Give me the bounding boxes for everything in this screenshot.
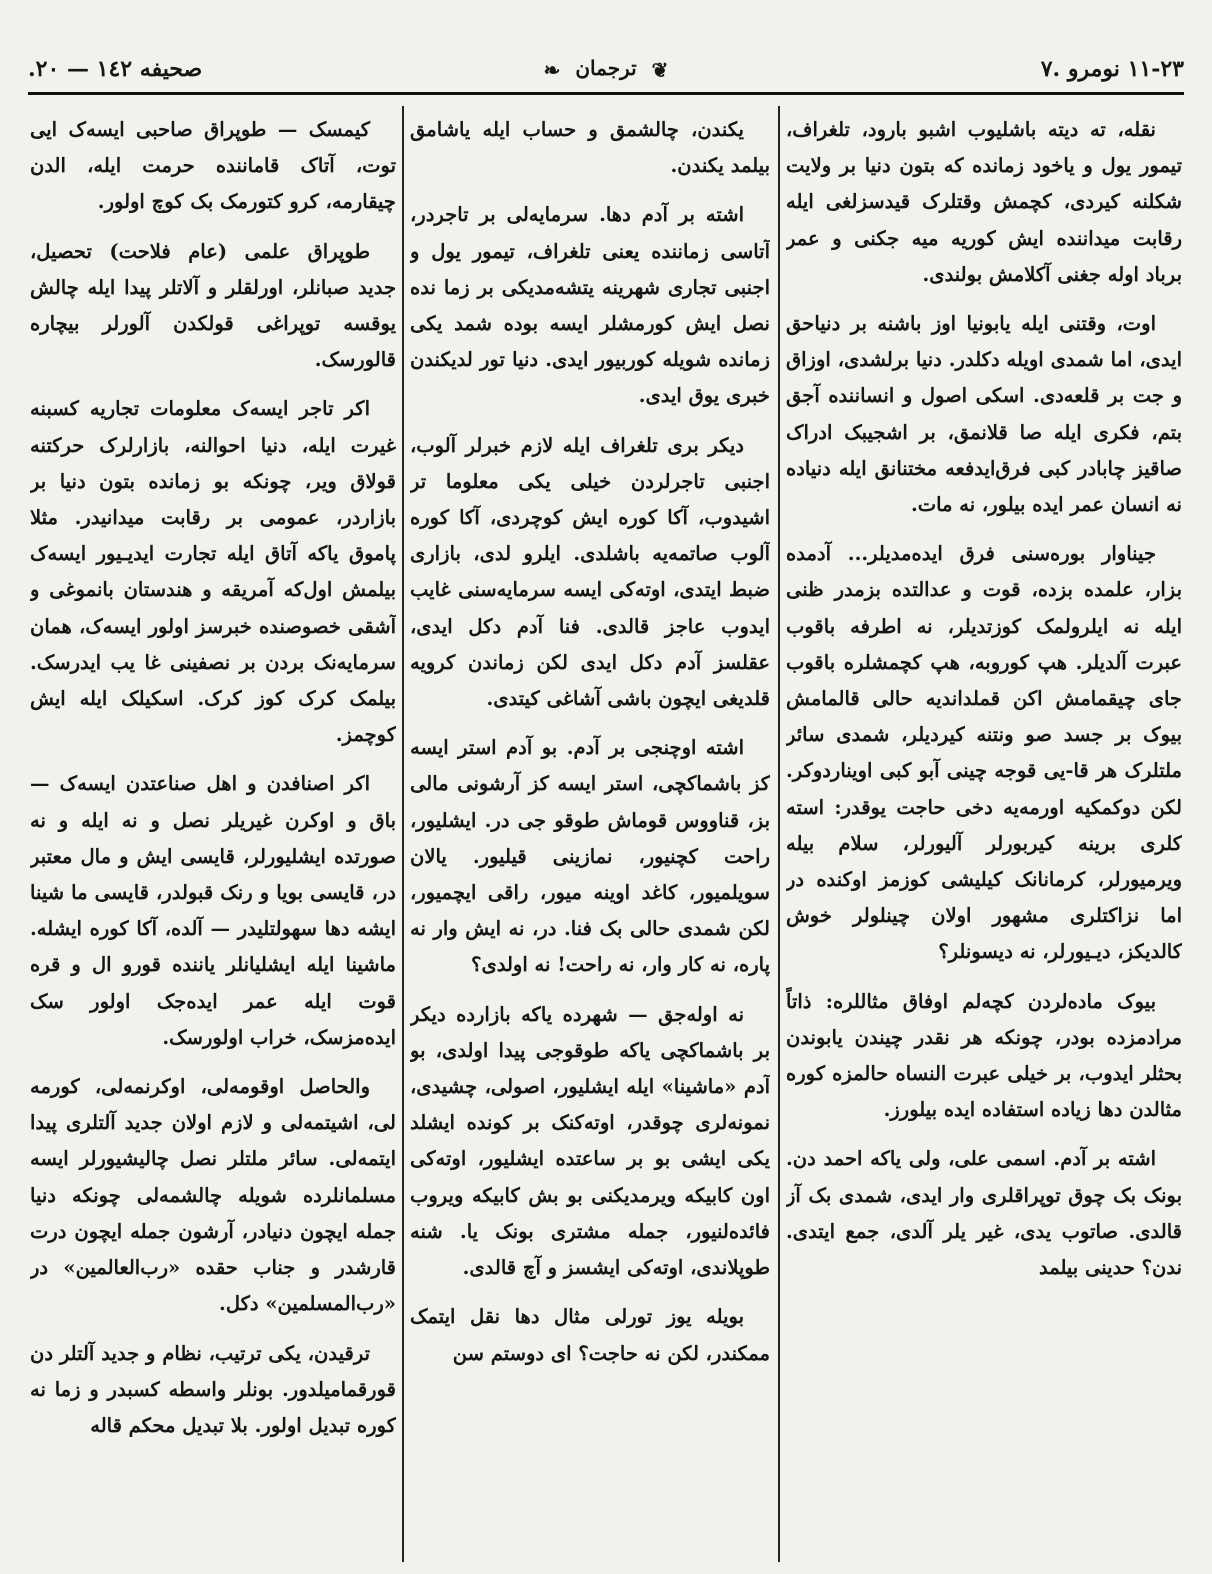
paragraph: طوپراق علمی (عام فلاحت) تحصیل، جدید صبانلر، اورلقلر و آلاتلر پیدا ایله چالش یوقسه توپراغی قولکدن آلورلر بیچاره قالورسک. <box>30 239 396 372</box>
text-column-middle <box>410 112 770 1564</box>
paragraph: نه اوله‌جق — شهرده یاکه بازارده دیکر بر باشماکچی یاکه طوقوجی پیدا اولدی، بو آدم «ماشینا» ایله ایشلیور، اصولی، چشیدی، نمونه‌لری چوقدر، اوته‌کنک بر کونده ایشلد یکی ایشی بو بر ساعتده ایشلیور، اوته‌کی اون کابیکه ویرمدیکنی بو بش کابیکه ویروب فائده‌لنیور، جمله مشتری بونک یا. شنه طوپلاندی، اوته‌کی ایشسز و آچ قالدی. <box>410 1002 770 1280</box>
paragraph: والحاصل اوقومه‌لی، اوکرنمه‌لی، کورمه لی، اشیتمه‌لی و لازم اولان جدید آلتلری پیدا ایتمه‌لی. سائر ملتلر نصل چالیشیورلر ایسه مسلمانلرده شویله چالشمه‌لی چونکه دنیا جمله ایچون دنیادر، آرشون جمله ایچون درت قارشدر و جناب حقده «رب‌العالمین» در «رب‌المسلمین» دکل. <box>30 1075 396 1316</box>
header-page-number: ٢٠. <box>28 56 60 82</box>
text-column-right <box>786 112 1182 1564</box>
ornament-right-icon: ❧ <box>543 57 561 82</box>
header-page-label: صحیفه ١٤٢ <box>96 56 203 82</box>
paragraph: دیکر بری تلغراف ایله لازم خبرلر آلوب، اجنبی تاجرلردن خیلی یکی معلوما تر اشیدوب، آکا کوره ایش کوچردی، آکا کوره آلوب صاتمه‌یه باشلدی. ایلرو لدی، بازاری ضبط ایتدی، اوته‌کی ایسه سرمایه‌سنی غایب ایدوب عاجز قالدی. فنا آدم دکل ایدی، عقلسز آدم دکل ایدی لکن زماندن کرویه قلدیغی ایچون باشی آشاغی کیتدی. <box>410 433 770 711</box>
header-page-reference: صحیفه ١٤٢ — ٢٠. <box>28 56 203 82</box>
page-header <box>28 50 1184 96</box>
paragraph: اشته اوچنجی بر آدم. بو آدم استر ایسه کز باشماکچی، استر ایسه کز آرشونی مالی بز، قناووس قوماش طوقو جی در. ایشلیور، راحت کچنیور، نمازینی قیلیور. یالان سویلمیور، کاغد اوینه میور، راقی ایچمیور، لکن شمدی حالی بک فنا. در، نه ایش وار نه پاره، نه کار وار، نه راحت! نه اولدی؟ <box>410 736 770 977</box>
paragraph: بیوک ماده‌لردن کچه‌لم اوفاق مثاللره: ذاتاً مرادمزده بودر، چونکه هر نقدر چیندن یابوندن بحثلر ایدوب، بر خیلی عبرت النساه حالمزه کوره مثالدن دها زیاده استفاده ایده بیلورز. <box>786 989 1182 1122</box>
ornament-left-icon: ❦ <box>651 57 669 82</box>
paragraph: اکر اصنافدن و اهل صناعتدن ایسه‌ک — باق و اوکرن غیریلر نصل و نه ایله و نه صورتده ایشلیورلر، قایسی ایش و مال معتبر در، قایسی بویا و رنک قبولدر، قایسی ما شینا ایشه دها سهولتلیدر — آلده، آکا کوره ایشله. ماشینا ایله ایشلیانلر یاننده قورو ال و قره قوت ایله عمر ایده‌جک اولور سک ایده‌مزسک، خراب اولورسک. <box>30 772 396 1049</box>
paragraph: اشته بر آدم دها. سرمایه‌لی بر تاجردر، آتاسی زماننده یعنی تلغراف، تیمور یول و اجنبی تجاری شهرینه یتشه‌مدیکی بر زما نده نصل ایش کورمشلر ایسه بوده شمد یکی زمانده شویله کوربیور ایدی. دنیا تور لدیکندن خبری یوق ایدی. <box>410 203 770 408</box>
newspaper-title: ترجمان <box>575 56 637 80</box>
header-rule <box>28 92 1184 95</box>
paragraph: یکندن، چالشمق و حساب ایله یاشامق بیلمد یکندن. <box>410 118 770 178</box>
paragraph: بویله یوز تورلی مثال دها نقل ایتمک ممکندر، لکن نه حاجت؟ ای دوستم سن <box>410 1305 770 1365</box>
paragraph: اکر تاجر ایسه‌ک معلومات تجاریه کسبنه غیرت ایله، دنیا احوالنه، بازارلرک حرکتنه قولاق ویر، چونکه بو زمانده بتون دنیا بر بازاردر، عمومی بر رقابت میدانیدر. مثلا پاموق یاکه آتاق ایله تجارت ایدیـیور ایسه‌ک بیلمش اول‌که آمریقه و هندستان بانموغی و آشقی خصوصنده خبرسز اولور ایسه‌ک، همان سرمایه‌نک بردن بر نصفینی غا یب ایدرسک. بیلمک کرک کوز کرک. اسکیلک ایله ایش کوچمز. <box>30 397 396 747</box>
paragraph: کیمسک — طوپراق صاحبی ایسه‌ک ایی توت، آتاک قاماننده حرمت ایله، الدن چیقارمه، کرو کتورمک بک کوچ اولور. <box>30 118 396 214</box>
paragraph: جیناوار بوره‌سنی فرق ایده‌مدیلر... آدمده بزار، علمده بزده، قوت و عدالتده بزمدر ظنی ایله نه ایلرولمک کوزتدیلر، نه اطرفه باقوب عبرت آلدیلر. هپ کوروبه، هپ کچمشلره باقوب جای چیقمامش اکن قملداندیه حالی قالمامش بیوک بر جسد صو ونتنه کیردیلر، شمدی سائر ملتلرک هر قا-یی قوجه چینی آبو کبی اویناردوکر. لکن دوکمکیه اورمه‌یه دخی حاجت یوقدر: استه کلری برینه کیربورلر آلیورلر، سلام بیله ویرمیورلر، کرمانانک کیلیشی کوزمز اوکنده در اما نزاکتلری مشهور اولان چینلولر خوش کالدیکز، دیـیورلر، نه دیسونلر؟ <box>786 542 1182 964</box>
paragraph: اشته بر آدم. اسمی علی، ولی یاکه احمد دن. بونک بک چوق توپراقلری وار ایدی، شمدی بک آز قالدی. صاتوب یدی، غیر یلر آلدی، جمع ایتدی. ندن؟ حدینی بیلمد <box>786 1147 1182 1280</box>
column-divider <box>402 106 404 1562</box>
paragraph: ترقیدن، یکی ترتیب، نظام و جدید آلتلر دن قورقمامیلدور. بونلر واسطه کسبدر و زما نه کوره تبدیل اولور. بلا تبدیل محکم قاله <box>30 1341 396 1437</box>
paragraph: اوت، وقتنی ایله یابونیا اوز باشنه بر دنیاحق ایدی، اما شمدی اویله دکلدر. دنیا برلشدی، اوزاق و جت بر قلعه‌دی. اسکی اصول و انساننده آجق بتم، فکری ایله صا قلانمق، بر اشجیبک ادراک صاقیز چابادر کبی فرق‌ایدفعه مختنانق ایله دنیاده نه انسان عمر ایده بیلور، نه مات. <box>786 312 1182 517</box>
paragraph: نقله، ته دیته باشلیوب اشبو بارود، تلغراف، تیمور یول و یاخود زمانده که بتون دنیا بر ولایت شکلنه کیردی، کچمش وقتلرک قیدسزلغی ایله رقابت میداننده ایش کوریه میه جکنی و عمر برباد اوله جغنی آکلامش بولندی. <box>786 118 1182 286</box>
header-issue-reference <box>1041 56 1184 82</box>
column-divider <box>778 106 780 1562</box>
header-date: .٧ <box>1040 56 1061 82</box>
text-column-left <box>30 112 396 1564</box>
newspaper-masthead <box>28 56 1184 82</box>
header-issue-number: ٢٣-١١ نومرو <box>1067 56 1184 82</box>
